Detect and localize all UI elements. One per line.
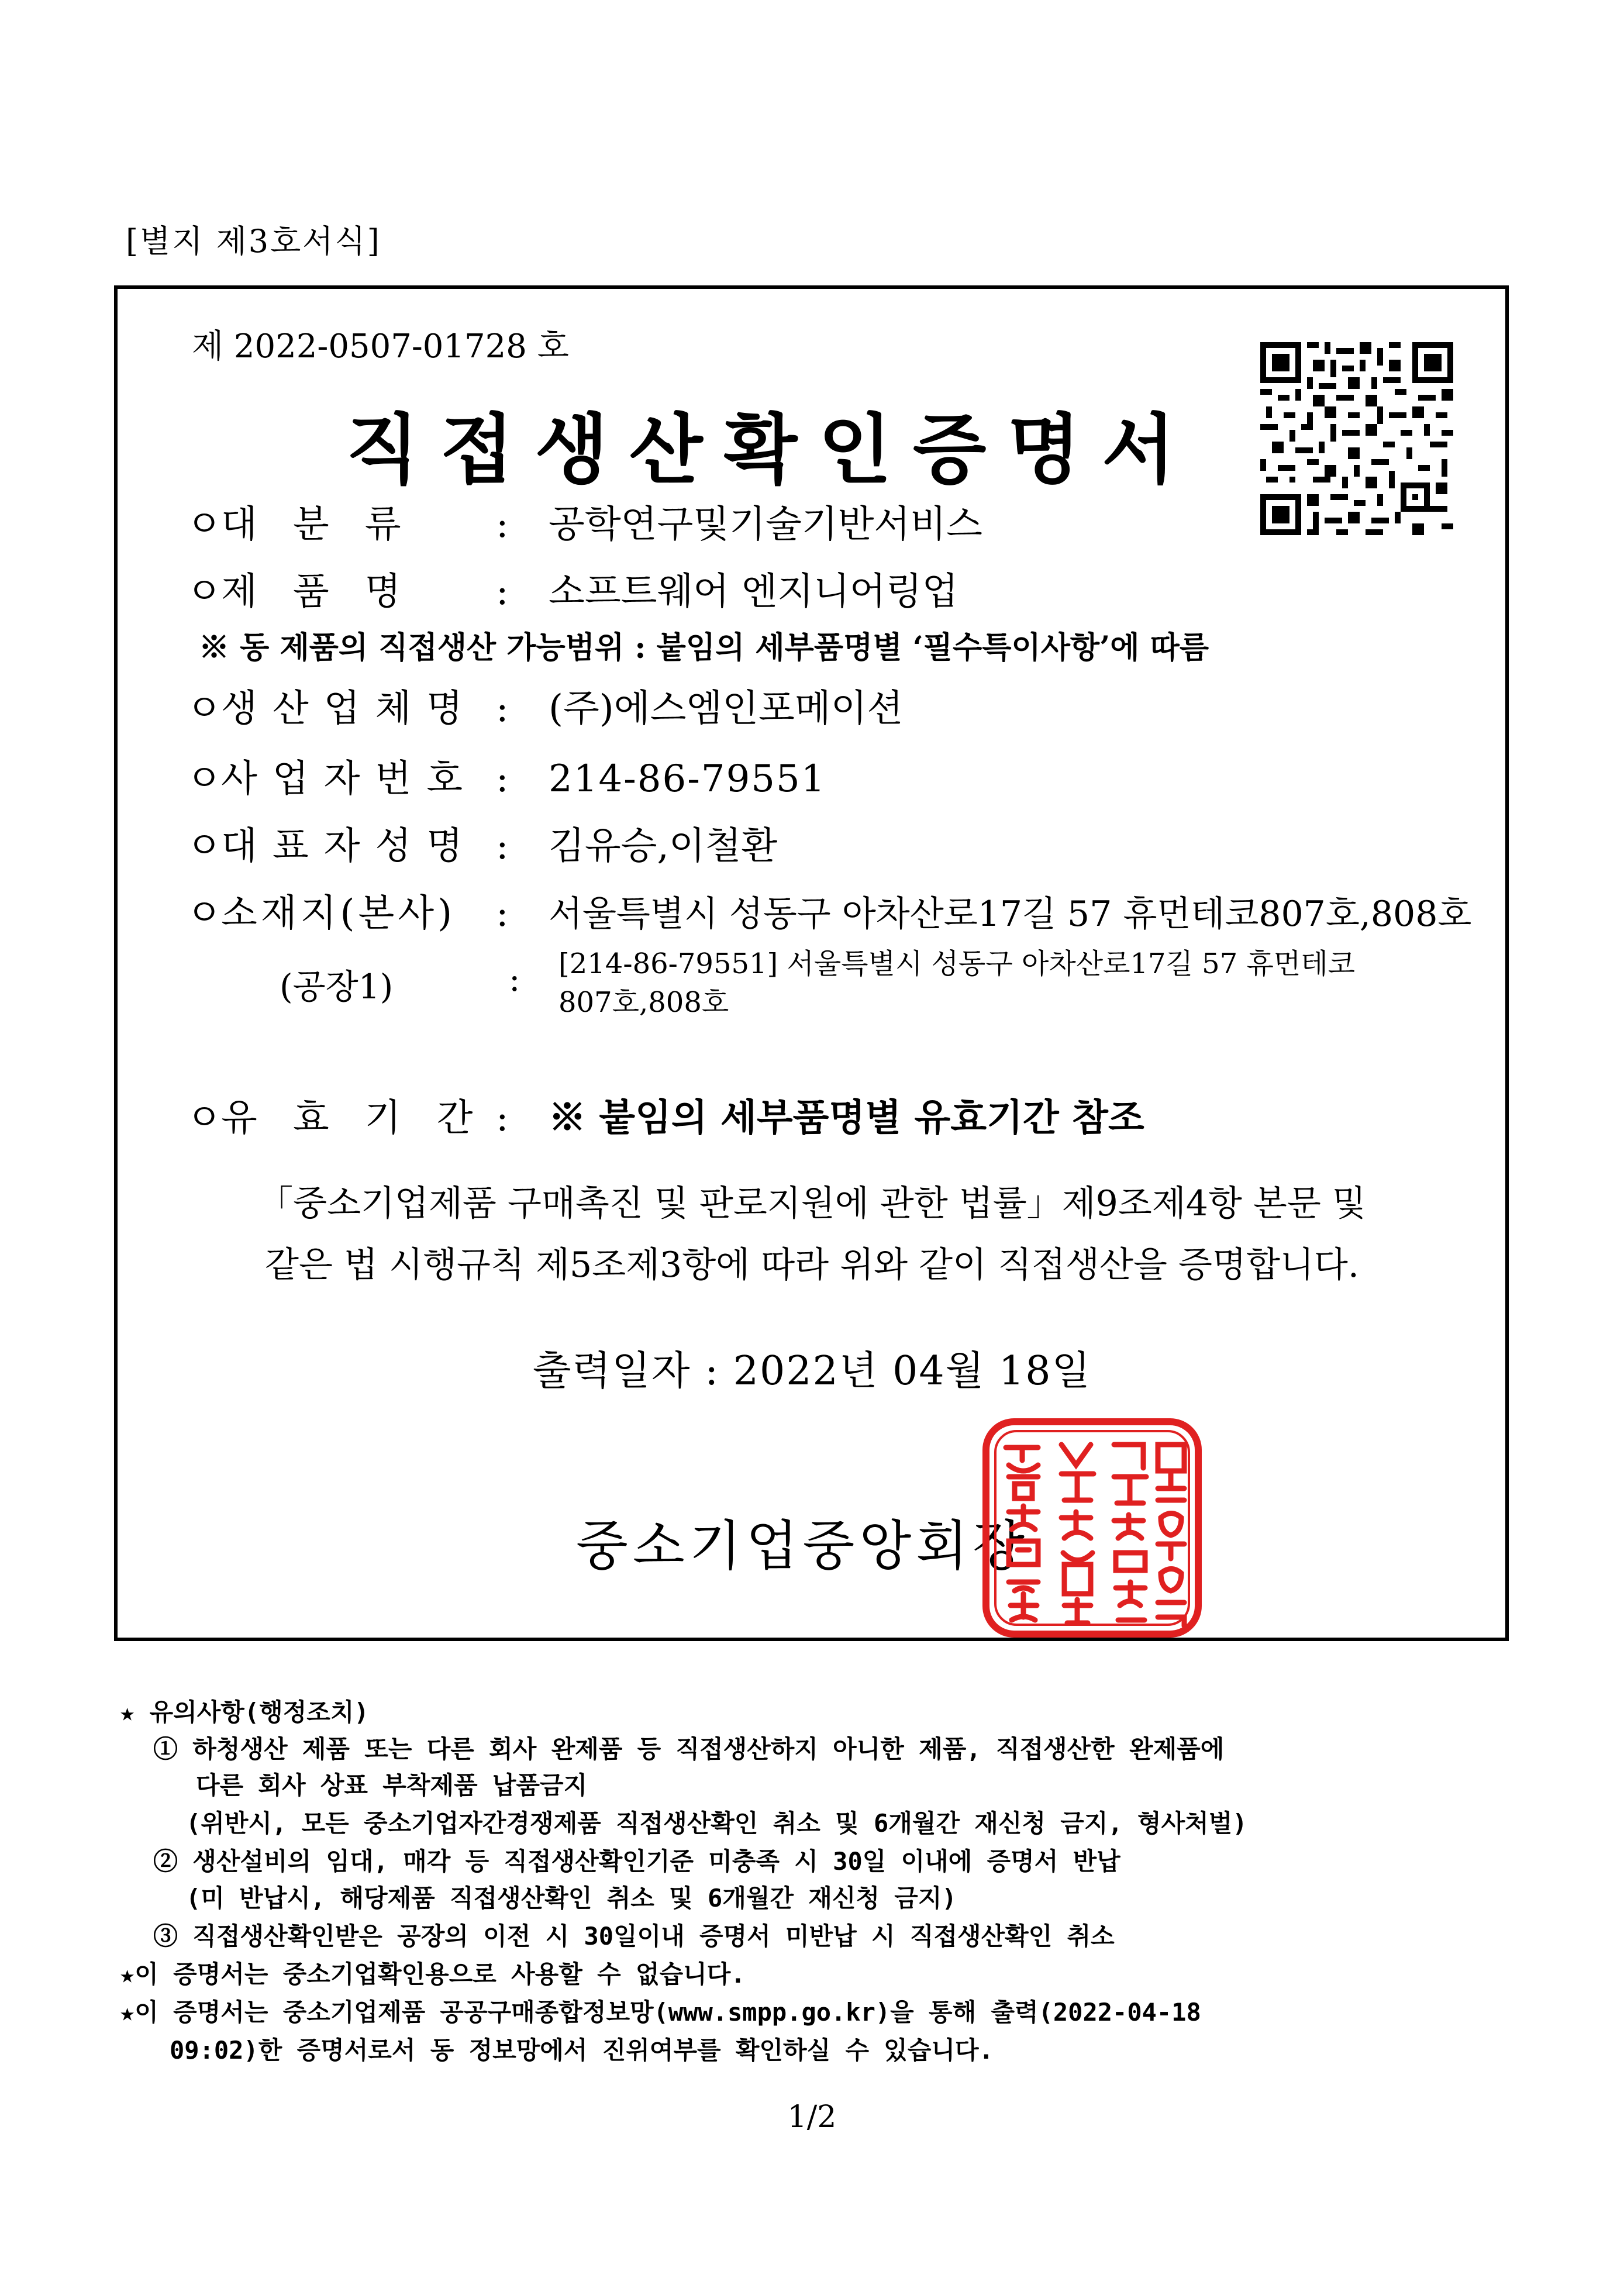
note-item1-line3: (위반시, 모든 중소기업자간경쟁제품 직접생산확인 취소 및 6개월간 재신청 금지, 형사처벌) [186,1809,1247,1838]
colon: : [496,892,509,935]
field-value: (주)에스엠인포메이션 [549,687,904,730]
field-company [186,678,903,732]
bullet: ㅇ [186,825,222,868]
certificate-number: 제 2022-0507-01728 호 [192,328,569,366]
note-item2-line1: ② 생산설비의 임대, 매각 등 직접생산확인기준 미충족 시 30일 이내에 증명서 반납 [153,1847,1120,1876]
field-value: 214-86-79551 [549,757,826,801]
field-representative [186,816,777,870]
bullet: ㅇ [186,892,222,935]
form-label: [별지 제3호서식] [126,223,381,260]
bullet: ㅇ [186,1097,222,1140]
colon: : [496,1097,509,1140]
bullet: ㅇ [186,503,222,546]
colon: : [496,503,509,546]
note-item2-line2: (미 반납시, 해당제품 직접생산확인 취소 및 6개월간 재신청 금지) [186,1884,957,1912]
official-seal [982,1418,1202,1638]
field-value: 김유승,이철환 [549,825,778,868]
field-business-number [186,749,826,802]
field-product [186,561,958,615]
field-label: 대 분 류 [221,503,401,546]
field-value: 공학연구및기술기반서비스 [549,503,982,546]
field-validity [186,1088,1144,1142]
field-label: 대표자성명 [221,825,478,868]
field-label: 생산업체명 [221,687,478,730]
note-star2-line1: ★이 증명서는 중소기업제품 공공구매종합정보망(www.smpp.go.kr)을 통해 출력(2022-04-18 [120,1998,1201,2027]
notes-heading: ★ 유의사항(행정조치) [120,1698,369,1726]
bullet: ㅇ [186,757,222,801]
note-star2-line2: 09:02)한 증명서로서 동 정보망에서 진위여부를 확인하실 수 있습니다. [170,2036,994,2065]
note-star1: ★이 증명서는 중소기업확인용으로 사용할 수 없습니다. [120,1960,746,1988]
bullet: ㅇ [186,687,222,730]
page-number: 1/2 [787,2100,837,2135]
field-category [186,494,982,548]
document-title: 직접생산확인증명서 [346,405,1197,494]
colon: : [496,825,509,868]
law-text-line1: 「중소기업제품 구매촉진 및 판로지원에 관한 법률」제9조제4항 본문 및 [258,1183,1366,1224]
field-value: 서울특별시 성동구 아차산로17길 57 휴먼테코807호,808호 [549,894,1472,935]
field-label: 사업자번호 [221,757,478,801]
print-date: 출력일자 : 2022년 04월 18일 [532,1348,1092,1394]
note-item3: ③ 직접생산확인받은 공장의 이전 시 30일이내 증명서 미반납 시 직접생산확인 취소 [153,1922,1115,1950]
colon: : [496,570,509,614]
note-item1-line1: ① 하청생산 제품 또는 다른 회사 완제품 등 직접생산하지 아니한 제품, 직접생산한 완제품에 [153,1735,1225,1763]
field-value: ※ 붙임의 세부품명별 유효기간 참조 [549,1096,1144,1140]
field-value: 소프트웨어 엔지니어링업 [549,570,958,614]
field-label: 제 품 명 [221,570,401,614]
colon: : [496,757,509,801]
scope-note: ※ 동 제품의 직접생산 가능범위 : 붙임의 세부품명별 ‘필수특이사항’에 따름 [199,630,1209,666]
factory-address-line1: [214-86-79551] 서울특별시 성동구 아차산로17길 57 휴먼테코 [558,947,1355,980]
factory-label: (공장1) [280,967,394,1007]
issuer-name: 중소기업중앙회장 [576,1515,1029,1577]
bullet: ㅇ [186,570,222,614]
field-hq-address [186,883,1471,937]
law-text-line2: 같은 법 시행규칙 제5조제3항에 따라 위와 같이 직접생산을 증명합니다. [265,1245,1359,1286]
field-label: 소재지(본사) [221,892,456,935]
colon: : [496,687,509,730]
colon: : [509,959,520,999]
factory-address-line2: 807호,808호 [558,986,729,1019]
field-label: 유 효 기 간 [221,1097,473,1140]
note-item1-line2: 다른 회사 상표 부착제품 납품금지 [196,1771,588,1800]
factory-address [558,945,1355,1022]
